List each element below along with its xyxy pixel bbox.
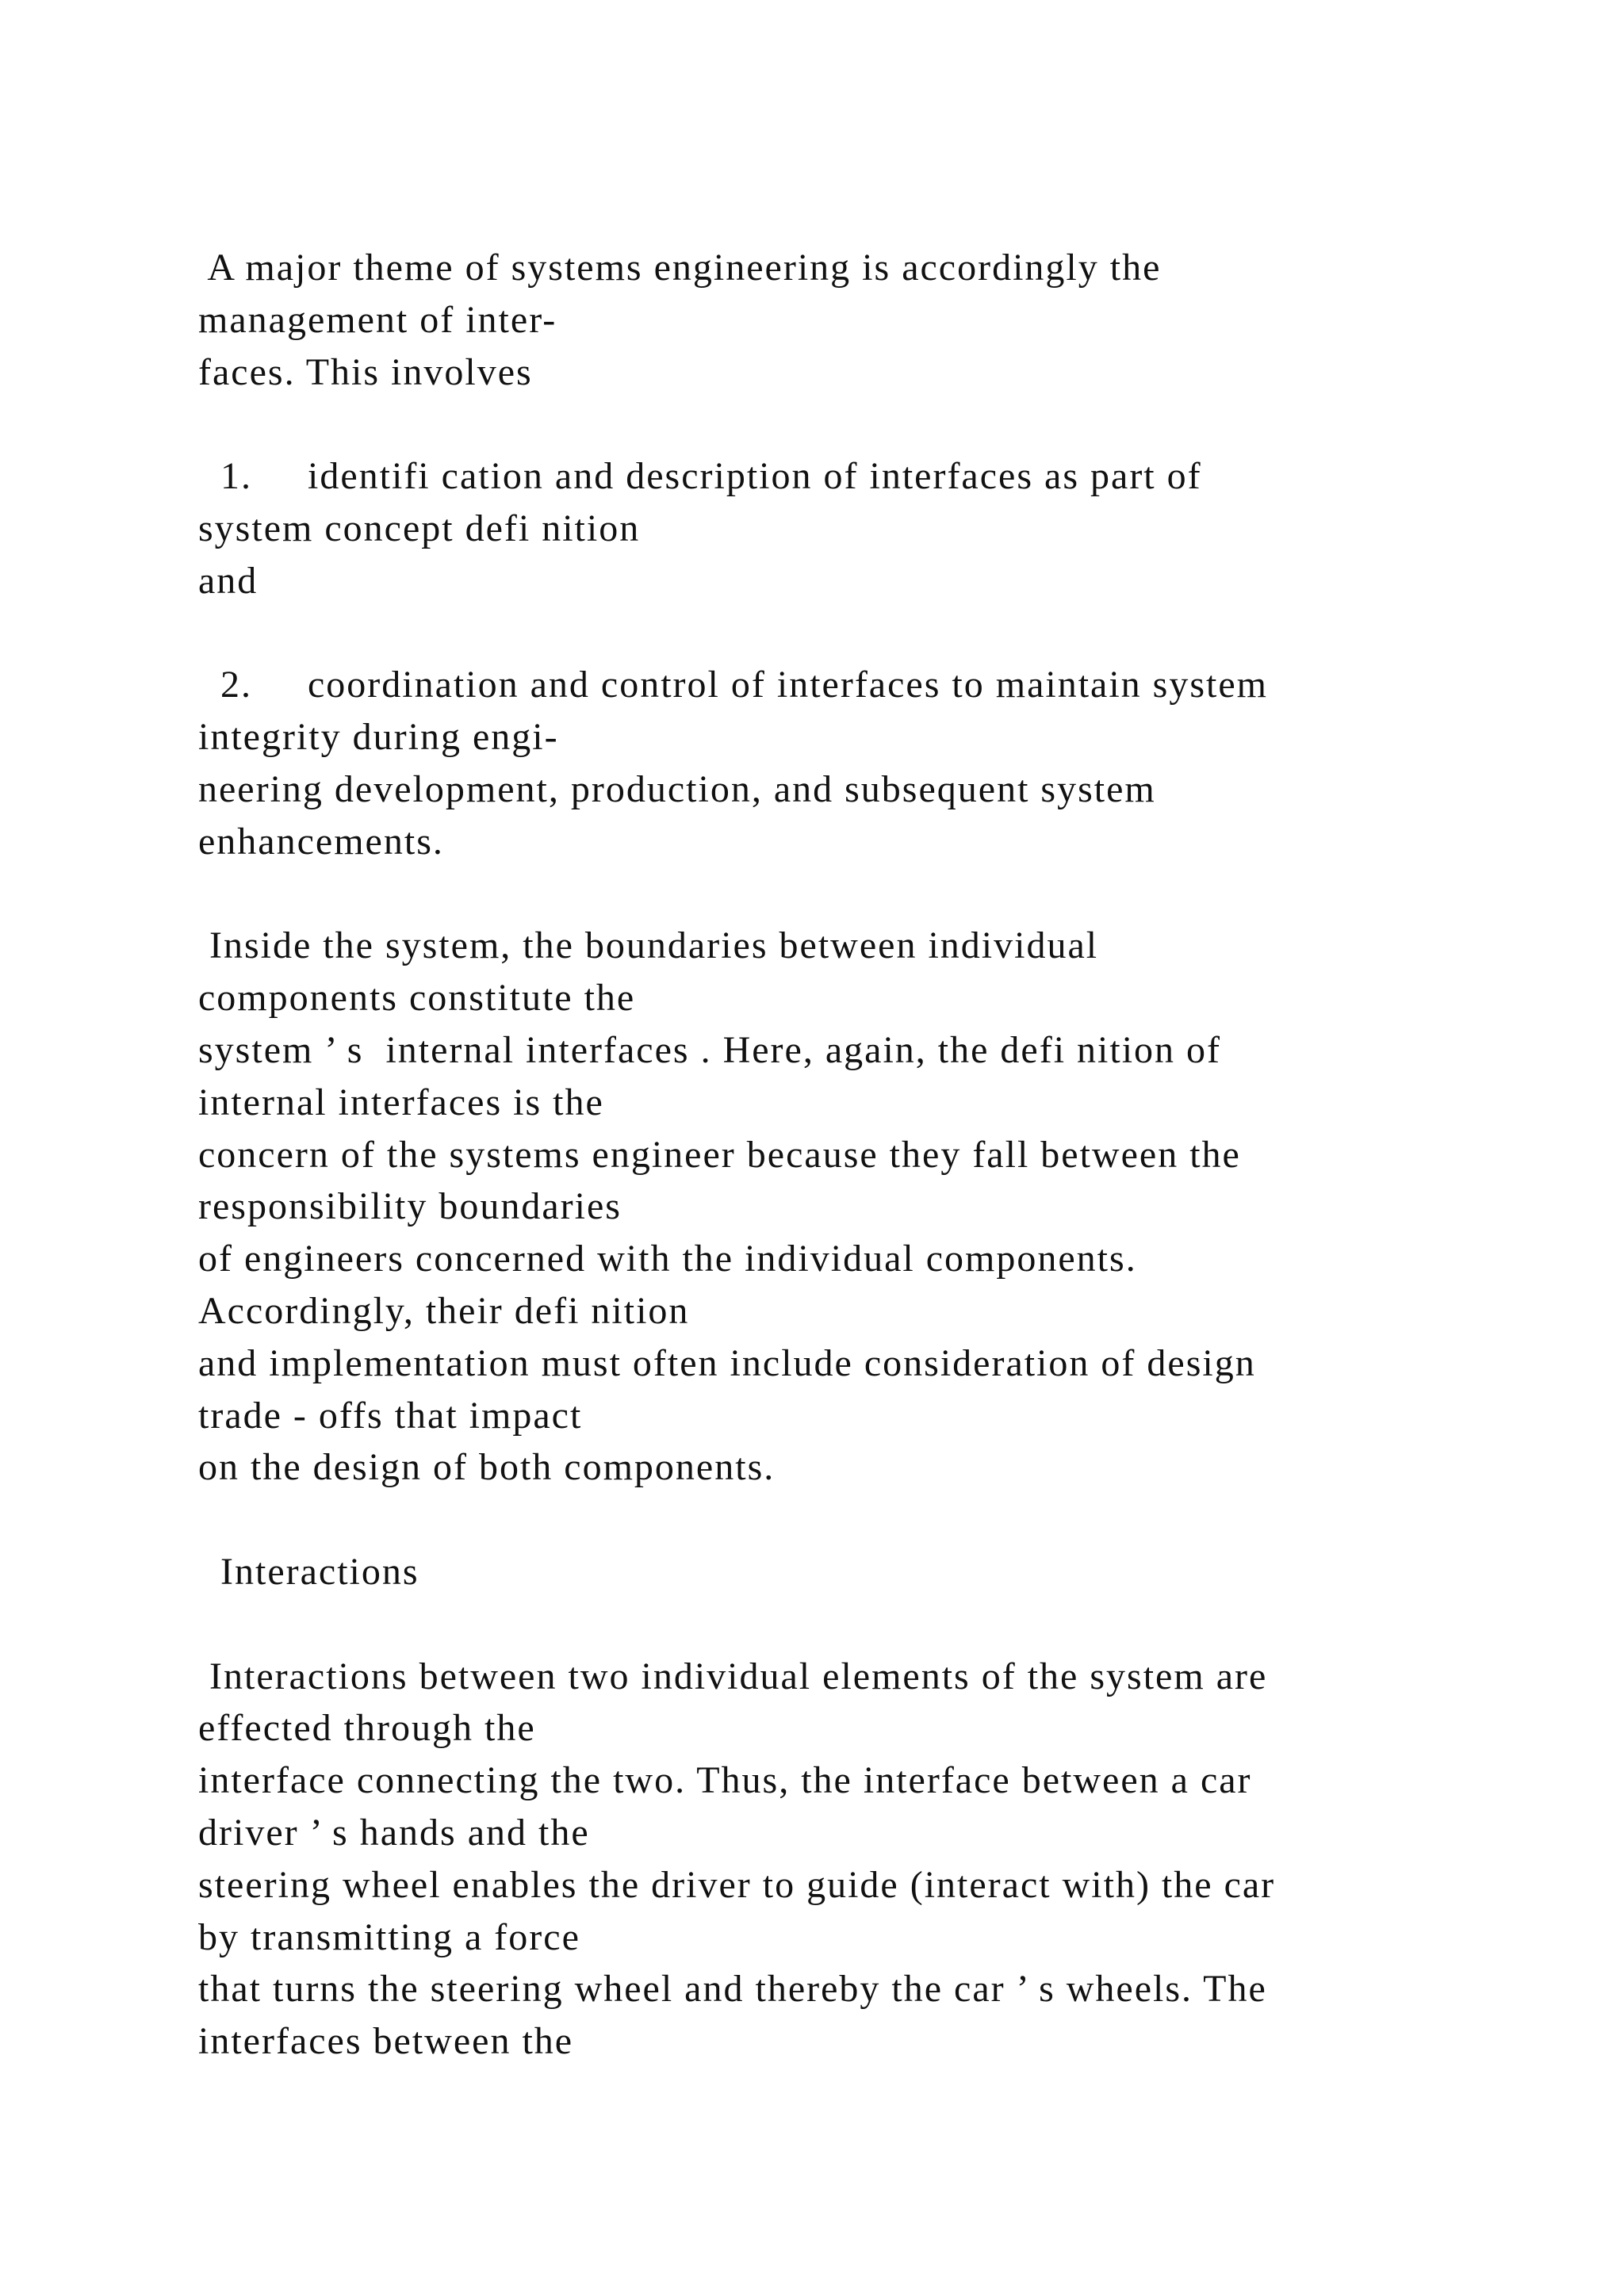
text-line: 2. coordination and control of interfaces to maintain system (198, 664, 1269, 706)
text-line: of engineers concerned with the individual components. (198, 1238, 1137, 1280)
text-line: and (198, 560, 259, 602)
text-line: internal interfaces is the (198, 1081, 604, 1123)
text-line: system concept defi nition (198, 507, 641, 549)
text-line: Accordingly, their defi nition (198, 1290, 690, 1332)
text-line: concern of the systems engineer because they fall between the (198, 1134, 1241, 1176)
text-line: faces. This involves (198, 351, 533, 393)
text-line: system ’ s internal interfaces . Here, again, the defi nition of (198, 1029, 1222, 1071)
text-line: Inside the system, the boundaries between individual (198, 924, 1099, 966)
text-line: steering wheel enables the driver to guide (interact with) the car (198, 1864, 1276, 1906)
text-line: Interactions between two individual elements of the system are (198, 1655, 1268, 1697)
text-line: trade - offs that impact (198, 1395, 583, 1437)
text-line: and implementation must often include consideration of design (198, 1342, 1256, 1384)
text-line: effected through the (198, 1707, 536, 1749)
text-line: interfaces between the (198, 2020, 574, 2062)
text-line: 1. identifi cation and description of interfaces as part of (198, 455, 1202, 497)
text-line: on the design of both components. (198, 1446, 776, 1488)
text-line: A major theme of systems engineering is accordingly the (198, 247, 1162, 289)
text-line: responsibility boundaries (198, 1185, 622, 1227)
text-line: neering development, production, and subsequent system (198, 768, 1156, 810)
text-line: that turns the steering wheel and thereby the car ’ s wheels. The (198, 1968, 1267, 2010)
text-line: enhancements. (198, 821, 444, 863)
text-line: management of inter- (198, 299, 557, 341)
text-line: by transmitting a force (198, 1916, 580, 1958)
text-line: components constitute the (198, 977, 636, 1019)
text-line: integrity during engi- (198, 716, 559, 758)
section-heading: Interactions (198, 1551, 419, 1593)
text-line: driver ’ s hands and the (198, 1812, 590, 1854)
text-line: interface connecting the two. Thus, the interface between a car (198, 1759, 1252, 1801)
